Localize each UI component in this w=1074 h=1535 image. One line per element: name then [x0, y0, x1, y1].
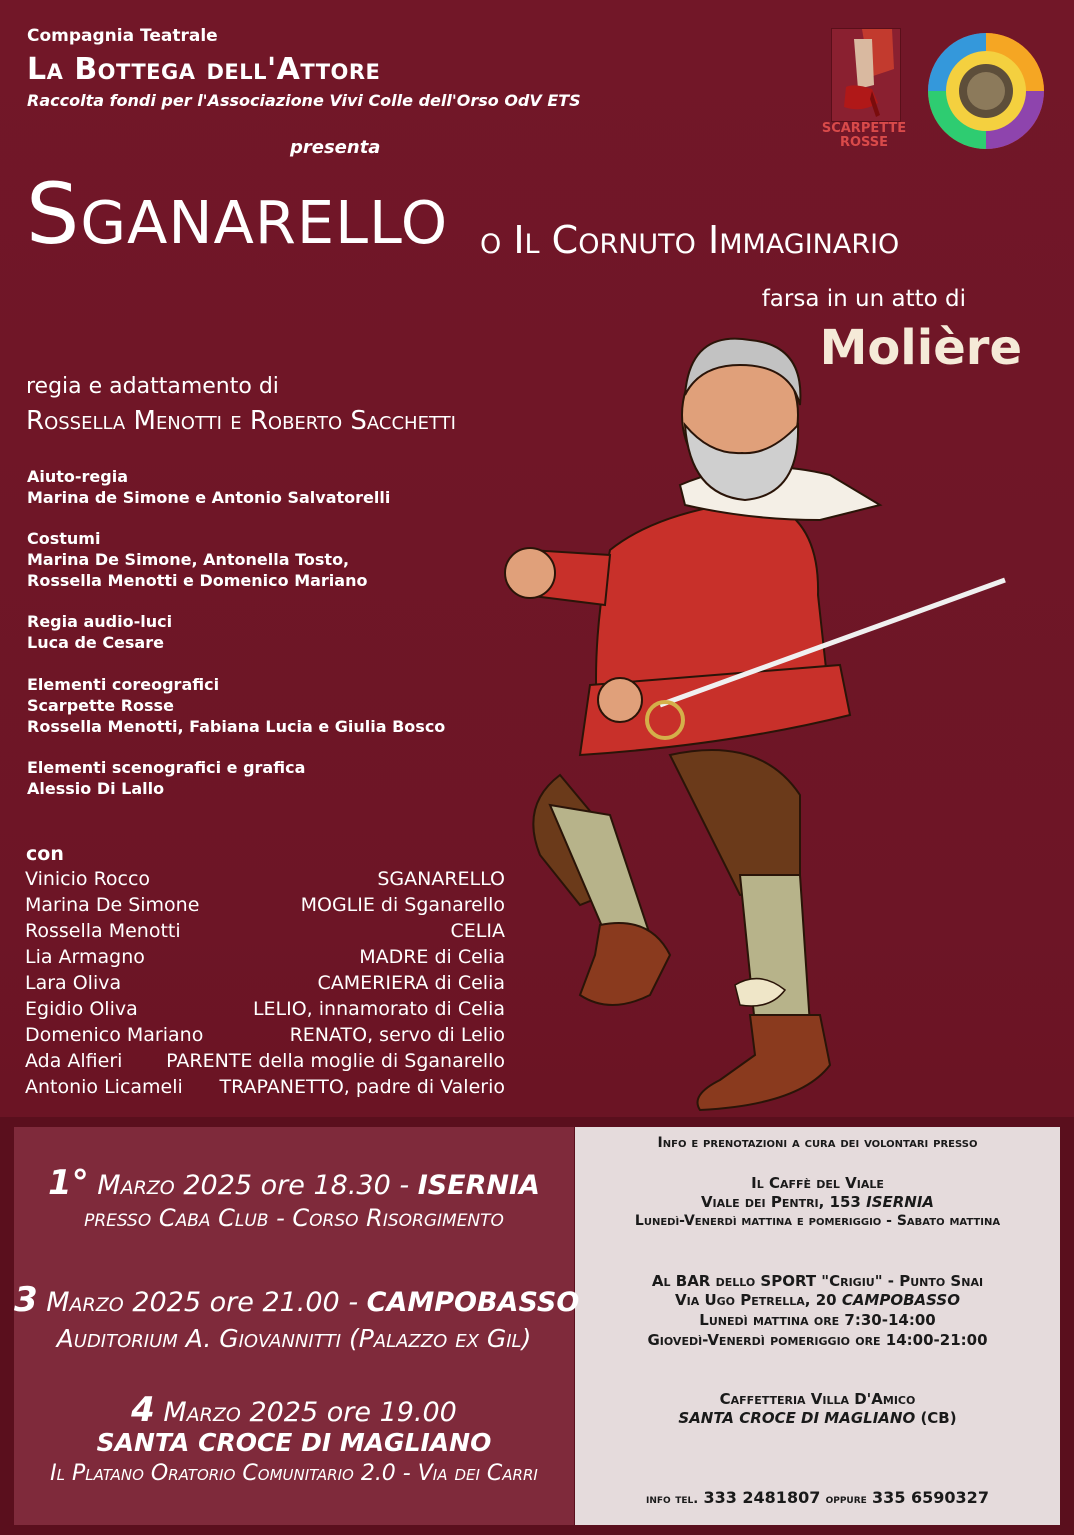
- address-city: ISERNIA: [866, 1193, 935, 1211]
- info-heading: Info e prenotazioni a cura dei volontari presso: [657, 1135, 978, 1151]
- address-text: Via Ugo Petrella, 20: [675, 1291, 837, 1309]
- show-city: ISERNIA: [417, 1170, 540, 1201]
- phone-label: info tel.: [646, 1492, 699, 1507]
- credit-block: [27, 528, 367, 591]
- info-place-name: Caffetteria Villa D'Amico: [719, 1390, 916, 1408]
- cast-label: con: [26, 843, 64, 865]
- info-place-name: Al BAR dello SPORT "Crigiu" - Punto Snai: [651, 1272, 984, 1290]
- actor-name: Rossella Menotti: [25, 920, 181, 942]
- credit-people: Alessio Di Lallo: [27, 779, 165, 798]
- actor-name: Marina De Simone: [25, 894, 200, 916]
- character-name: TRAPANETTO, padre di Valerio: [219, 1076, 505, 1098]
- logo-caption-line2: ROSSE: [839, 135, 889, 150]
- show-time: ore 21.00: [209, 1287, 340, 1318]
- actor-name: Vinicio Rocco: [25, 868, 151, 890]
- actor-name: Ada Alfieri: [25, 1050, 123, 1072]
- address-text: Viale dei Pentri, 153: [700, 1193, 861, 1211]
- show-date-1: 1° Marzo 2025 ore 18.30 - ISERNIA: [48, 1163, 540, 1203]
- cast-row: [25, 946, 505, 972]
- character-name: CELIA: [450, 920, 505, 942]
- company-name: La Bottega dell'Attore: [27, 52, 381, 87]
- character-name: CAMERIERA di Celia: [317, 972, 505, 994]
- character-name: SGANARELLO: [377, 868, 505, 890]
- cast-list: [25, 868, 505, 1102]
- info-place-address: [575, 1193, 1060, 1211]
- show-venue-3: Il Platano Oratorio Comunitario 2.0 - Via dei Carri: [50, 1461, 538, 1486]
- red-shoes-icon: [832, 29, 900, 121]
- credit-block: [27, 466, 390, 508]
- show-time: ore 19.00: [326, 1397, 457, 1428]
- cast-row: [25, 1050, 505, 1076]
- credit-people: Rossella Menotti, Fabiana Lucia e Giulia Bosco: [27, 717, 446, 736]
- credit-role: Regia audio-luci: [27, 612, 173, 631]
- info-place-hours: Lunedì mattina ore 7:30-14:00: [699, 1311, 936, 1329]
- cast-row: [25, 920, 505, 946]
- character-name: LELIO, innamorato di Celia: [252, 998, 505, 1020]
- info-phone: [575, 1488, 1060, 1507]
- address-city: CAMPOBASSO: [841, 1291, 960, 1309]
- show-day: 1°: [48, 1163, 89, 1203]
- credit-block: [27, 611, 172, 653]
- character-name: PARENTE della moglie di Sganarello: [166, 1050, 505, 1072]
- show-month: Marzo 2025: [46, 1287, 202, 1318]
- sganarello-illustration: [500, 335, 1020, 1125]
- flower-ring-icon: [925, 30, 1047, 152]
- credit-role: Elementi scenografici e grafica: [27, 758, 306, 777]
- actor-name: Lia Armagno: [25, 946, 145, 968]
- phone-number-2: 335 6590327: [872, 1488, 989, 1507]
- actor-name: Lara Oliva: [25, 972, 122, 994]
- info-place-hours: Giovedì-Venerdì pomeriggio ore 14:00-21:00: [647, 1331, 988, 1349]
- cast-row: [25, 972, 505, 998]
- scarpette-rosse-logo: [831, 28, 901, 122]
- show-time: ore 18.30: [260, 1170, 391, 1201]
- vivi-colle-logo: [925, 30, 1047, 152]
- actor-name: Domenico Mariano: [25, 1024, 204, 1046]
- cast-row: [25, 1076, 505, 1102]
- show-day: 3: [14, 1280, 38, 1320]
- scarpette-rosse-caption: [821, 122, 907, 150]
- credit-role: Elementi coreografici: [27, 675, 220, 694]
- presents-label: presenta: [290, 137, 381, 158]
- phone-number-1: 333 2481807: [703, 1488, 821, 1507]
- show-venue-1: presso Caba Club - Corso Risorgimento: [84, 1204, 504, 1232]
- cast-row: [25, 998, 505, 1024]
- direction-names: Rossella Menotti e Roberto Sacchetti: [26, 406, 456, 436]
- play-subtitle: o Il Cornuto Immaginario: [480, 218, 900, 262]
- fundraiser-line: Raccolta fondi per l'Associazione Vivi Colle dell'Orso OdV ETS: [27, 91, 581, 110]
- credit-block: [27, 674, 445, 737]
- show-day: 4: [131, 1390, 155, 1430]
- show-month: Marzo 2025: [97, 1170, 253, 1201]
- actor-name: Antonio Licameli: [25, 1076, 183, 1098]
- info-place-address: [575, 1291, 1060, 1309]
- play-title: Sganarello: [26, 165, 449, 263]
- info-place-name: Il Caffè del Viale: [751, 1174, 884, 1192]
- direction-label: regia e adattamento di: [26, 374, 279, 399]
- cast-row: [25, 1024, 505, 1050]
- show-date-3: [14, 1390, 574, 1430]
- credit-people: Marina De Simone, Antonella Tosto,: [27, 550, 350, 569]
- address-suffix: (CB): [920, 1409, 957, 1427]
- info-place-hours: Lunedì-Venerdì mattina e pomeriggio - Sabato mattina: [634, 1213, 1001, 1229]
- credit-role: Costumi: [27, 529, 101, 548]
- phone-or: oppure: [825, 1492, 867, 1507]
- credit-block: [27, 757, 305, 799]
- credit-role: Aiuto-regia: [27, 467, 129, 486]
- show-date-2: 3 Marzo 2025 ore 21.00 - CAMPOBASSO: [14, 1280, 580, 1320]
- credit-people: Marina de Simone e Antonio Salvatorelli: [27, 488, 391, 507]
- author-name: Molière: [819, 320, 1022, 376]
- actor-name: Egidio Oliva: [25, 998, 138, 1020]
- character-name: MADRE di Celia: [359, 946, 505, 968]
- info-place-address: [575, 1409, 1060, 1427]
- cast-row: [25, 894, 505, 920]
- character-name: RENATO, servo di Lelio: [289, 1024, 505, 1046]
- address-city: SANTA CROCE DI MAGLIANO: [678, 1409, 916, 1427]
- company-label: Compagnia Teatrale: [27, 26, 218, 46]
- credit-people: Rossella Menotti e Domenico Mariano: [27, 571, 368, 590]
- cast-row: [25, 868, 505, 894]
- show-city-3: SANTA CROCE DI MAGLIANO: [96, 1428, 492, 1457]
- logo-caption-line1: SCARPETTE: [821, 121, 907, 136]
- character-name: MOGLIE di Sganarello: [300, 894, 505, 916]
- credit-people: Scarpette Rosse: [27, 696, 174, 715]
- show-city: CAMPOBASSO: [366, 1287, 580, 1318]
- show-month: Marzo 2025: [163, 1397, 319, 1428]
- show-venue-2: Auditorium A. Giovannitti (Palazzo ex Gil): [56, 1324, 532, 1353]
- genre-line: farsa in un atto di: [761, 286, 966, 312]
- credit-people: Luca de Cesare: [27, 633, 164, 652]
